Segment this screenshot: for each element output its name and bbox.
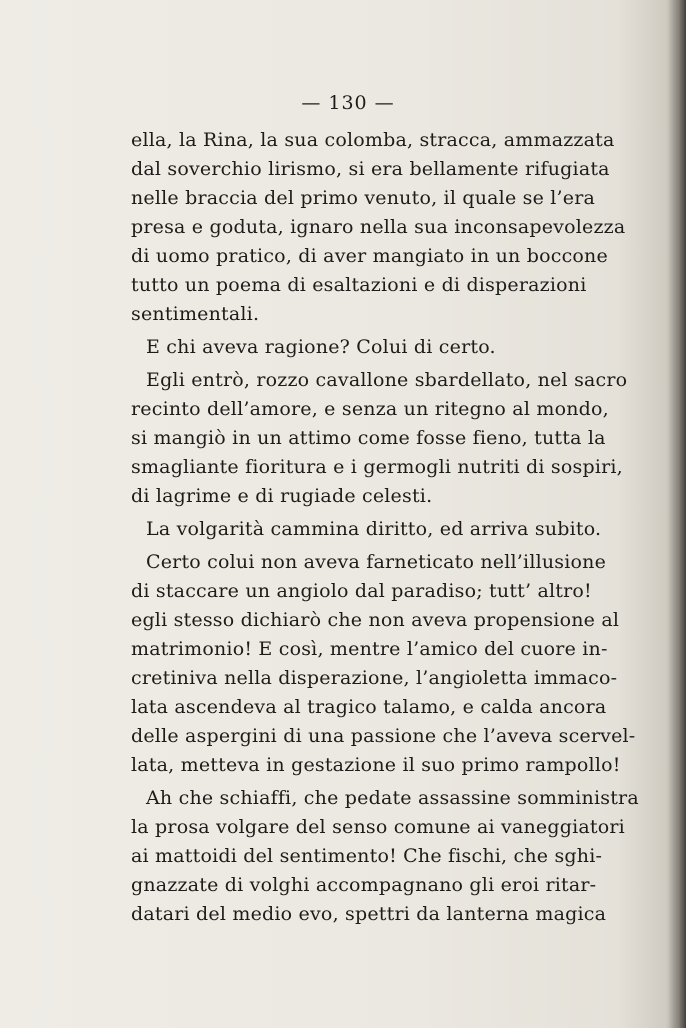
text-line: Ah che schiaffi, che pedate assassine somministra — [146, 787, 639, 809]
text-line: recinto dell’amore, e senza un ritegno al mondo, — [131, 398, 609, 420]
text-line: si mangiò in un attimo come fosse fieno, tutta la — [131, 427, 606, 449]
text-line: La volgarità cammina diritto, ed arriva subito. — [146, 518, 602, 540]
text-line: smagliante fioritura e i germogli nutriti di sospiri, — [131, 456, 623, 478]
text-line: matrimonio! E così, mentre l’amico del cuore in- — [131, 638, 608, 660]
page-edge-shadow — [668, 0, 686, 1028]
text-line: E chi aveva ragione? Colui di certo. — [146, 336, 496, 358]
text-line: di lagrime e di rugiade celesti. — [131, 485, 433, 507]
text-line: ella, la Rina, la sua colomba, stracca, ammazzata — [131, 129, 615, 151]
text-line: Egli entrò, rozzo cavallone sbardellato, nel sacro — [146, 369, 628, 391]
text-line: egli stesso dichiarò che non aveva propensione al — [131, 609, 620, 631]
text-line: nelle braccia del primo venuto, il quale se l’era — [131, 187, 596, 209]
text-line: lata ascendeva al tragico talamo, e calda ancora — [131, 696, 607, 718]
text-line: tutto un poema di esaltazioni e di disperazioni — [131, 274, 587, 296]
text-line: ai mattoidi del sentimento! Che fischi, che sghi- — [131, 845, 603, 867]
text-line: lata, metteva in gestazione il suo primo rampollo! — [131, 754, 621, 776]
text-line: presa e goduta, ignaro nella sua inconsapevolezza — [131, 216, 626, 238]
page-number: — 130 — — [301, 92, 395, 114]
body-text — [131, 126, 639, 929]
text-line: datari del medio evo, spettri da lanterna magica — [131, 903, 607, 925]
text-line: gnazzate di volghi accompagnano gli eroi ritar- — [131, 874, 597, 896]
text-line: la prosa volgare del senso comune ai vaneggiatori — [131, 816, 625, 838]
text-line: Certo colui non aveva farneticato nell’illusione — [146, 551, 607, 573]
text-line: di staccare un angiolo dal paradiso; tutt’ altro! — [131, 580, 592, 602]
text-line: dal soverchio lirismo, si era bellamente rifugiata — [131, 158, 610, 180]
text-line: cretiniva nella disperazione, l’angioletta immaco- — [131, 667, 618, 689]
text-line: sentimentali. — [131, 303, 260, 325]
text-line: di uomo pratico, di aver mangiato in un boccone — [131, 245, 608, 267]
text-line: delle aspergini di una passione che l’aveva scervel- — [131, 725, 636, 747]
